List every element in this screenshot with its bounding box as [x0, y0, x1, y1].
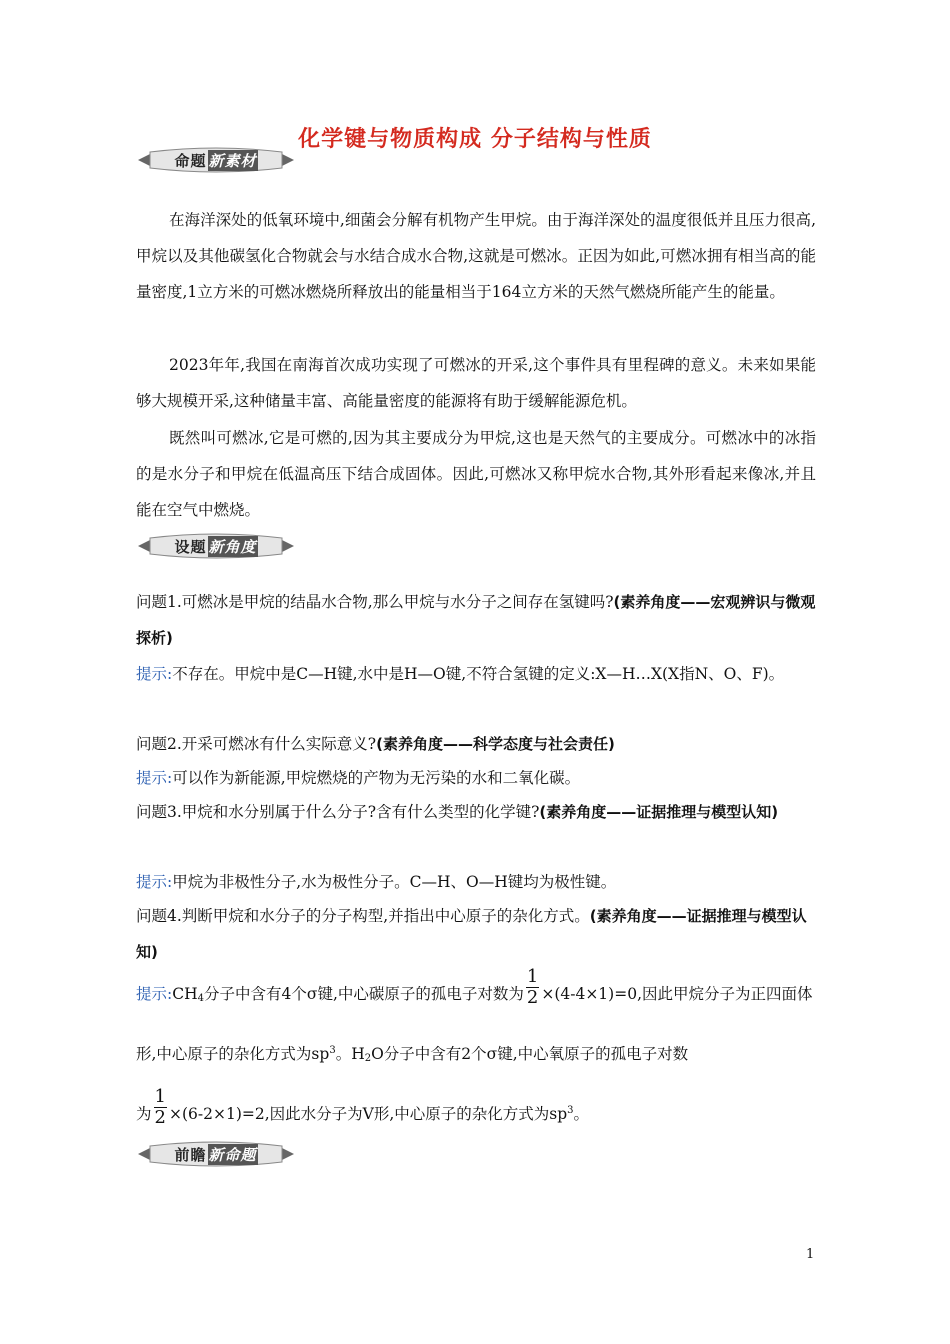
- section-banner-questions: [136, 532, 296, 560]
- question-2-text: 问题2.开采可燃冰有什么实际意义?: [136, 735, 377, 753]
- banner-emphasis: 新角度: [208, 538, 257, 556]
- fraction-half: [526, 967, 539, 1008]
- question-4: [136, 898, 816, 970]
- hint-4-text-d: 为: [136, 1105, 152, 1124]
- fraction-half: [154, 1087, 167, 1128]
- banner-emphasis: 新命题: [208, 1146, 257, 1164]
- fraction-denominator: 2: [526, 986, 539, 1008]
- hint-4-text-e: ×(6-2×1)=2,因此水分子为V形,中心原子的杂化方式为sp: [168, 1105, 568, 1124]
- page-title: 化学键与物质构成 分子结构与性质: [298, 127, 652, 152]
- formula-h: 。H: [335, 1045, 365, 1064]
- hint-label: 提示:: [136, 873, 173, 891]
- hint-3: [136, 864, 816, 900]
- superscript: 3: [567, 1105, 574, 1117]
- hint-2: [136, 760, 816, 796]
- question-1-tag: (素养角度——宏观辨识与微观探析): [136, 593, 816, 647]
- hint-3-text: 甲烷为非极性分子,水为极性分子。C—H、O—H键均为极性键。: [172, 873, 617, 891]
- question-1-text: 问题1.可燃冰是甲烷的结晶水合物,那么甲烷与水分子之间存在氢键吗?: [136, 593, 614, 611]
- hint-1: [136, 656, 816, 692]
- formula-ch: CH: [172, 985, 198, 1003]
- hint-label: 提示:: [136, 769, 173, 787]
- fraction-numerator: 1: [526, 965, 539, 987]
- question-2: [136, 726, 816, 762]
- fraction-numerator: 1: [154, 1085, 166, 1107]
- hint-4-text-c: O分子中含有2个σ键,中心氧原子的孤电子对数: [371, 1045, 689, 1064]
- hint-4-text-b: ×(4-4×1)=0,因此甲烷分子为正四面体形,中心原子的杂化方式为sp: [136, 985, 813, 1064]
- hint-1-text: 不存在。甲烷中是C—H键,水中是H—O键,不符合氢键的定义:X—H…X(X指N、O、F)。: [172, 665, 785, 683]
- material-paragraph-1: 在海洋深处的低氧环境中,细菌会分解有机物产生甲烷。由于海洋深处的温度很低并且压力很高,甲烷以及其他碳氢化合物就会与水结合成水合物,这就是可燃冰。正因为如此,可燃冰拥有相当高的能量密度,1立方米的可燃冰燃烧所释放出的能量相当于164立方米的天然气燃烧所能产生的能量。: [136, 211, 816, 301]
- banner-label: 命题: [174, 152, 207, 170]
- banner-emphasis: 新素材: [208, 152, 257, 170]
- section-banner-preview: [136, 1140, 296, 1168]
- banner-label: 前瞻: [174, 1146, 207, 1164]
- section-banner-material: [136, 146, 296, 174]
- question-1: [136, 584, 816, 656]
- material-paragraph-2: 2023年年,我国在南海首次成功实现了可燃冰的开采,这个事件具有里程碑的意义。未来如果能够大规模开采,这种储量丰富、高能量密度的能源将有助于缓解能源危机。: [136, 356, 816, 410]
- question-2-tag: (素养角度——科学态度与社会责任): [376, 735, 615, 753]
- banner-label: 设题: [174, 538, 207, 556]
- fraction-denominator: 2: [154, 1106, 166, 1128]
- question-3-text: 问题3.甲烷和水分别属于什么分子?含有什么类型的化学键?: [136, 803, 540, 821]
- question-3-tag: (素养角度——证据推理与模型认知): [539, 803, 779, 821]
- question-4-text: 问题4.判断甲烷和水分子的分子构型,并指出中心原子的杂化方式。: [136, 907, 590, 925]
- question-4-tag: (素养角度——证据推理与模型认知): [136, 907, 807, 961]
- hint-4-text-a: 分子中含有4个σ键,中心碳原子的孤电子对数为: [204, 985, 524, 1003]
- hint-2-text: 可以作为新能源,甲烷燃烧的产物为无污染的水和二氧化碳。: [172, 769, 581, 787]
- hint-4: [136, 965, 816, 1140]
- hint-label: 提示:: [136, 665, 173, 683]
- hint-label: 提示:: [136, 985, 173, 1003]
- subscript: 2: [364, 1053, 372, 1065]
- material-paragraph-3: 既然叫可燃冰,它是可燃的,因为其主要成分为甲烷,这也是天然气的主要成分。可燃冰中的冰指的是水分子和甲烷在低温高压下结合成固体。因此,可燃冰又称甲烷水合物,其外形看起来像冰,并且能在空气中燃烧。: [136, 429, 816, 519]
- superscript: 3: [329, 1045, 336, 1056]
- hint-4-text-f: 。: [573, 1105, 590, 1124]
- question-3: [136, 794, 816, 830]
- subscript: 4: [197, 993, 204, 1004]
- page-number: 1: [806, 1247, 815, 1262]
